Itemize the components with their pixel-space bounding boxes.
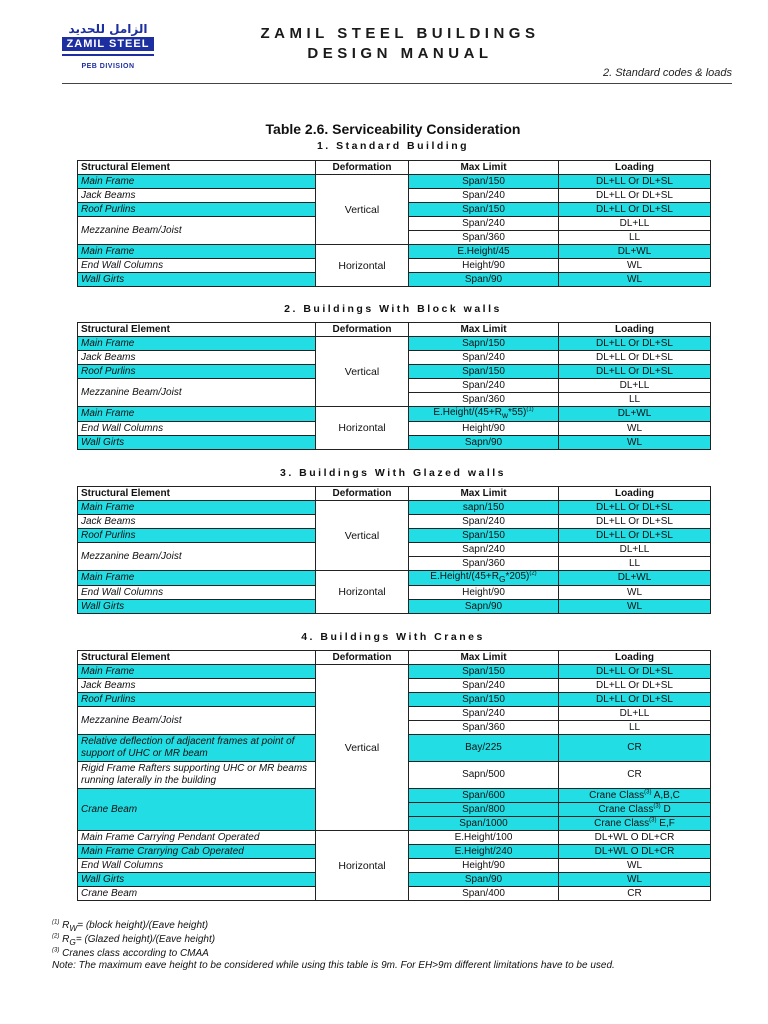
document-title-line-2: DESIGN MANUAL (307, 45, 493, 62)
loading-cell: DL+LL Or DL+SL (559, 365, 711, 379)
max-limit-cell: Span/240 (409, 515, 559, 529)
note-2 (52, 934, 732, 948)
serviceability-table-1 (77, 160, 711, 287)
deformation-cell-horizontal: Horizontal (316, 831, 409, 901)
max-limit-cell: sapn/150 (409, 501, 559, 515)
column-header-loading: Loading (559, 323, 711, 337)
max-limit-cell: Span/1000 (409, 817, 559, 831)
column-header-structural-element: Structural Element (78, 323, 316, 337)
column-header-structural-element: Structural Element (78, 651, 316, 665)
section-4-title: 4. Buildings With Cranes (301, 631, 485, 643)
column-header-deformation: Deformation (316, 323, 409, 337)
max-limit-cell: Sapn/500 (409, 762, 559, 789)
max-limit-cell: Span/150 (409, 365, 559, 379)
max-limit-cell: Span/90 (409, 873, 559, 887)
crane-class-value: A,B,C (651, 789, 680, 801)
header-divider (62, 83, 732, 84)
serviceability-table-4 (77, 650, 711, 901)
loading-cell: CR (559, 735, 711, 762)
loading-cell: LL (559, 557, 711, 571)
max-limit-cell: Span/360 (409, 393, 559, 407)
column-header-loading: Loading (559, 161, 711, 175)
max-limit-cell: Span/360 (409, 557, 559, 571)
structural-element-cell: End Wall Columns (78, 586, 316, 600)
table-row (78, 337, 711, 351)
structural-element-cell: Roof Purlins (78, 203, 316, 217)
loading-cell: DL+LL Or DL+SL (559, 515, 711, 529)
structural-element-cell: Wall Girts (78, 436, 316, 450)
loading-cell: WL (559, 873, 711, 887)
max-limit-subscript: G (498, 574, 506, 584)
max-limit-cell: E.Height/240 (409, 845, 559, 859)
structural-element-cell: End Wall Columns (78, 859, 316, 873)
deformation-cell-vertical: Vertical (316, 175, 409, 245)
structural-element-cell: Roof Purlins (78, 365, 316, 379)
max-limit-cell: Sapn/150 (409, 337, 559, 351)
crane-class-label: Crane Class (589, 789, 645, 801)
note-3-text: Cranes class according to CMAA (59, 948, 209, 959)
loading-cell (559, 789, 711, 803)
loading-cell (559, 803, 711, 817)
document-title (160, 24, 640, 64)
max-limit-text: E.Height/(45+R (430, 571, 499, 582)
max-limit-cell: Span/240 (409, 351, 559, 365)
column-header-max-limit: Max Limit (409, 323, 559, 337)
max-limit-cell: Span/150 (409, 203, 559, 217)
column-header-deformation: Deformation (316, 161, 409, 175)
note-2-rest: = (Glazed height)/(Eave height) (75, 934, 216, 945)
table-title: Table 2.6. Serviceability Consideration (265, 121, 521, 137)
max-limit-text: E.Height/(45+R (433, 407, 502, 418)
max-limit-cell: Span/800 (409, 803, 559, 817)
structural-element-cell: Mezzanine Beam/Joist (78, 543, 316, 571)
table-row (78, 571, 711, 586)
max-limit-cell: E.Height/45 (409, 245, 559, 259)
loading-cell: WL (559, 600, 711, 614)
loading-cell: WL (559, 859, 711, 873)
max-limit-cell: Height/90 (409, 586, 559, 600)
serviceability-table-3 (77, 486, 711, 614)
structural-element-cell: Main Frame (78, 175, 316, 189)
max-limit-cell: Span/90 (409, 273, 559, 287)
max-limit-cell: Height/90 (409, 422, 559, 436)
note-3-mark: (3) (52, 947, 60, 954)
note-3 (52, 948, 732, 960)
table-row (78, 245, 711, 259)
max-limit-cell: Bay/225 (409, 735, 559, 762)
column-header-max-limit: Max Limit (409, 161, 559, 175)
note-1 (52, 920, 732, 934)
serviceability-table-2 (77, 322, 711, 450)
table-header-row (78, 487, 711, 501)
loading-cell: DL+LL Or DL+SL (559, 175, 711, 189)
note-2-text: R (59, 934, 70, 945)
max-limit-cell: Span/240 (409, 379, 559, 393)
loading-cell: WL (559, 273, 711, 287)
structural-element-cell: Roof Purlins (78, 693, 316, 707)
max-limit-cell: Span/360 (409, 231, 559, 245)
structural-element-cell: Mezzanine Beam/Joist (78, 217, 316, 245)
structural-element-cell: Main Frame Crarrying Cab Operated (78, 845, 316, 859)
table-row (78, 831, 711, 845)
structural-element-cell: End Wall Columns (78, 259, 316, 273)
max-limit-subscript: w (501, 410, 508, 420)
max-limit-cell: Span/240 (409, 189, 559, 203)
loading-cell: LL (559, 721, 711, 735)
note-2-subscript: G (69, 937, 76, 947)
crane-class-value: D (660, 803, 671, 815)
max-limit-text-rest: *55) (507, 407, 527, 418)
max-limit-cell: Span/240 (409, 217, 559, 231)
structural-element-cell: Wall Girts (78, 273, 316, 287)
loading-cell: DL+LL Or DL+SL (559, 337, 711, 351)
loading-cell: DL+WL O DL+CR (559, 831, 711, 845)
section-reference: 2. Standard codes & loads (602, 67, 732, 79)
deformation-cell-vertical: Vertical (316, 665, 409, 831)
structural-element-cell: Main Frame (78, 501, 316, 515)
table-row (78, 501, 711, 515)
table-header-row (78, 323, 711, 337)
section-1-title: 1. Standard Building (316, 140, 470, 152)
logo-division-text: PEB DIVISION (81, 63, 135, 70)
max-limit-cell: Span/600 (409, 789, 559, 803)
structural-element-cell: Main Frame Carrying Pendant Operated (78, 831, 316, 845)
deformation-cell-horizontal: Horizontal (316, 571, 409, 614)
structural-element-cell: Main Frame (78, 665, 316, 679)
structural-element-cell: Wall Girts (78, 873, 316, 887)
structural-element-cell: Main Frame (78, 407, 316, 422)
note-1-rest: = (block height)/(Eave height) (77, 920, 209, 931)
max-limit-cell: Span/150 (409, 529, 559, 543)
deformation-cell-horizontal: Horizontal (316, 407, 409, 450)
max-limit-cell: Height/90 (409, 859, 559, 873)
loading-cell: CR (559, 887, 711, 901)
max-limit-cell: Span/150 (409, 665, 559, 679)
column-header-structural-element: Structural Element (78, 487, 316, 501)
loading-cell: WL (559, 422, 711, 436)
footnote-marker: (2) (529, 570, 537, 577)
loading-cell: DL+LL Or DL+SL (559, 679, 711, 693)
structural-element-cell: Jack Beams (78, 679, 316, 693)
table-row (78, 175, 711, 189)
max-limit-cell: Sapn/240 (409, 543, 559, 557)
max-limit-cell: Span/240 (409, 679, 559, 693)
loading-cell: DL+WL O DL+CR (559, 845, 711, 859)
structural-element-cell: Main Frame (78, 245, 316, 259)
column-header-deformation: Deformation (316, 487, 409, 501)
structural-element-cell: Crane Beam (78, 789, 316, 831)
max-limit-cell (409, 407, 559, 422)
loading-cell: LL (559, 393, 711, 407)
section-2-title: 2. Buildings With Block walls (284, 303, 502, 315)
logo-wordmark: ZAMIL STEEL (62, 37, 154, 51)
loading-cell (559, 817, 711, 831)
loading-cell: WL (559, 436, 711, 450)
max-limit-cell: Sapn/90 (409, 600, 559, 614)
loading-cell: DL+LL (559, 707, 711, 721)
deformation-cell-vertical: Vertical (316, 337, 409, 407)
structural-element-cell: Mezzanine Beam/Joist (78, 707, 316, 735)
column-header-deformation: Deformation (316, 651, 409, 665)
column-header-max-limit: Max Limit (409, 651, 559, 665)
max-limit-text-rest: *205) (505, 571, 530, 582)
table-header-row (78, 651, 711, 665)
loading-cell: DL+LL Or DL+SL (559, 189, 711, 203)
table-row (78, 665, 711, 679)
deformation-cell-horizontal: Horizontal (316, 245, 409, 287)
loading-cell: LL (559, 231, 711, 245)
max-limit-cell: Span/400 (409, 887, 559, 901)
column-header-loading: Loading (559, 487, 711, 501)
crane-class-label: Crane Class (598, 803, 654, 815)
column-header-structural-element: Structural Element (78, 161, 316, 175)
max-limit-cell: Span/150 (409, 175, 559, 189)
loading-cell: DL+LL Or DL+SL (559, 665, 711, 679)
max-limit-cell: Sapn/90 (409, 436, 559, 450)
loading-cell: DL+LL Or DL+SL (559, 693, 711, 707)
loading-cell: CR (559, 762, 711, 789)
crane-class-value: E,F (656, 817, 675, 829)
max-limit-cell: Span/150 (409, 693, 559, 707)
note-1-mark: (1) (52, 919, 60, 926)
structural-element-cell: Mezzanine Beam/Joist (78, 379, 316, 407)
structural-element-cell: Jack Beams (78, 515, 316, 529)
column-header-loading: Loading (559, 651, 711, 665)
loading-cell: DL+WL (559, 245, 711, 259)
document-title-line-1: ZAMIL STEEL BUILDINGS (260, 25, 540, 42)
structural-element-cell: Main Frame (78, 571, 316, 586)
table-row (78, 407, 711, 422)
table-header-row (78, 161, 711, 175)
structural-element-cell: Jack Beams (78, 351, 316, 365)
footnote-marker: (1) (526, 406, 534, 413)
logo-arabic-text: الزامل للحديد (68, 22, 148, 36)
structural-element-cell: Rigid Frame Rafters supporting UHC or MR beams running laterally in the building (78, 762, 316, 789)
loading-cell: DL+LL Or DL+SL (559, 529, 711, 543)
section-3-title: 3. Buildings With Glazed walls (279, 467, 506, 479)
structural-element-cell: Jack Beams (78, 189, 316, 203)
logo-rule (62, 54, 154, 56)
crane-class-label: Crane Class (594, 817, 650, 829)
structural-element-cell: Main Frame (78, 337, 316, 351)
footnote-marker: (3) (644, 789, 652, 796)
loading-cell: DL+WL (559, 407, 711, 422)
loading-cell: DL+LL Or DL+SL (559, 203, 711, 217)
structural-element-cell: Roof Purlins (78, 529, 316, 543)
loading-cell: DL+WL (559, 571, 711, 586)
note-1-text: R (59, 920, 70, 931)
table-notes (52, 920, 732, 972)
max-limit-cell: Height/90 (409, 259, 559, 273)
note-2-mark: (2) (52, 933, 60, 940)
column-header-max-limit: Max Limit (409, 487, 559, 501)
footnote-marker: (3) (653, 803, 661, 810)
loading-cell: WL (559, 586, 711, 600)
max-limit-cell: E.Height/100 (409, 831, 559, 845)
loading-cell: DL+LL Or DL+SL (559, 501, 711, 515)
footnote-marker: (3) (649, 817, 657, 824)
loading-cell: DL+LL Or DL+SL (559, 351, 711, 365)
max-limit-cell: Span/240 (409, 707, 559, 721)
loading-cell: DL+LL (559, 543, 711, 557)
structural-element-cell: Relative deflection of adjacent frames at point of support of UHC or MR beam (78, 735, 316, 762)
loading-cell: DL+LL (559, 379, 711, 393)
structural-element-cell: Wall Girts (78, 600, 316, 614)
structural-element-cell: Crane Beam (78, 887, 316, 901)
deformation-cell-vertical: Vertical (316, 501, 409, 571)
footnote: Note: The maximum eave height to be considered while using this table is 9m. For EH>9m different limitations have to be used. (52, 960, 615, 971)
loading-cell: WL (559, 259, 711, 273)
company-logo (62, 22, 154, 80)
max-limit-cell: Span/360 (409, 721, 559, 735)
structural-element-cell: End Wall Columns (78, 422, 316, 436)
max-limit-cell (409, 571, 559, 586)
note-1-subscript: W (69, 923, 78, 933)
loading-cell: DL+LL (559, 217, 711, 231)
